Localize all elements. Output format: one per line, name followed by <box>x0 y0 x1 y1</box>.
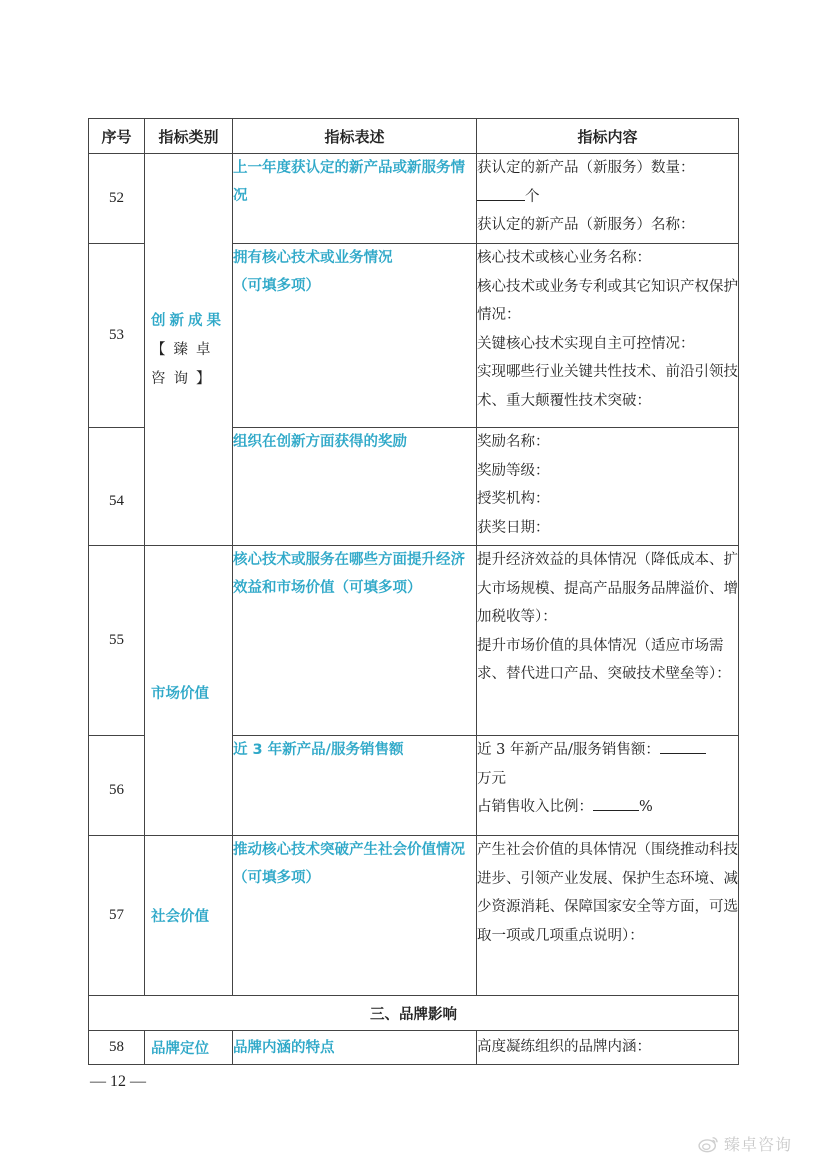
content-cell <box>477 546 739 736</box>
category-watermark-text: 【臻卓咨询】 <box>151 342 219 387</box>
header-content: 指标内容 <box>477 119 739 154</box>
content-line: 授奖机构： <box>477 491 550 507</box>
description-cell: 推动核心技术突破产生社会价值情况（可填多项） <box>233 836 477 996</box>
section-row <box>89 996 739 1031</box>
content-cell <box>477 428 739 546</box>
content-line: 获认定的新产品（新服务）数量： <box>477 160 695 176</box>
category-label: 品牌定位 <box>151 1041 209 1057</box>
section-title: 三、品牌影响 <box>89 996 739 1031</box>
page-number: — 12 — <box>90 1073 146 1090</box>
content-line: 实现哪些行业关键共性技术、前沿引领技术、重大颠覆性技术突破： <box>477 364 738 409</box>
category-label: 市场价值 <box>151 686 209 702</box>
row-number: 52 <box>89 154 145 244</box>
content-line: 万元 <box>477 770 506 787</box>
table-row <box>89 154 739 244</box>
description-cell: 近 3 年新产品/服务销售额 <box>233 736 477 836</box>
category-market <box>145 546 233 836</box>
content-cell <box>477 154 739 244</box>
category-innovation <box>145 154 233 546</box>
content-text: 近 3 年新产品/服务销售额： <box>477 742 660 758</box>
table-row <box>89 546 739 736</box>
unit-text: % <box>639 799 653 815</box>
category-label: 创新成果 <box>151 313 225 329</box>
fill-blank[interactable] <box>593 794 639 811</box>
content-cell: 高度凝练组织的品牌内涵： <box>477 1031 739 1065</box>
description-line: 拥有核心技术或业务情况 <box>233 250 393 266</box>
content-cell <box>477 736 739 836</box>
row-number: 55 <box>89 546 145 736</box>
header-category: 指标类别 <box>145 119 233 154</box>
content-cell: 产生社会价值的具体情况（围绕推动科技进步、引领产业发展、保护生态环境、减少资源消耗、保障国家安全等方面，可选取一项或几项重点说明）： <box>477 836 739 996</box>
content-line <box>477 793 738 822</box>
row-number: 56 <box>89 736 145 836</box>
description-cell: 组织在创新方面获得的奖励 <box>233 428 477 546</box>
category-social <box>145 836 233 996</box>
content-cell <box>477 244 739 428</box>
content-line <box>477 736 738 765</box>
table-row <box>89 1031 739 1065</box>
fill-blank[interactable] <box>477 184 525 201</box>
row-number: 53 <box>89 244 145 428</box>
indicator-table <box>88 118 739 1065</box>
description-cell: 品牌内涵的特点 <box>233 1031 477 1065</box>
header-no: 序号 <box>89 119 145 154</box>
content-line: 奖励名称： <box>477 434 550 450</box>
watermark-text: 臻卓咨询 <box>724 1135 793 1154</box>
description-line: （可填多项） <box>233 278 320 294</box>
content-line: 核心技术或业务专利或其它知识产权保护情况： <box>477 278 738 323</box>
description-cell: 核心技术或服务在哪些方面提升经济效益和市场价值（可填多项） <box>233 546 477 736</box>
unit-text: 个 <box>525 188 540 205</box>
watermark <box>698 1132 792 1155</box>
header-description: 指标表述 <box>233 119 477 154</box>
description-cell <box>233 244 477 428</box>
table-row <box>89 836 739 996</box>
content-line: 核心技术或核心业务名称： <box>477 250 651 266</box>
table-header-row <box>89 119 739 154</box>
content-line: 奖励等级： <box>477 462 550 479</box>
row-number: 57 <box>89 836 145 996</box>
content-line: 提升市场价值的具体情况（适应市场需求、替代进口产品、突破技术壁垒等）： <box>477 637 731 682</box>
row-number: 54 <box>89 428 145 546</box>
category-label: 社会价值 <box>151 909 209 925</box>
content-line <box>477 183 738 212</box>
row-number: 58 <box>89 1031 145 1065</box>
description-cell: 上一年度获认定的新产品或新服务情况 <box>233 154 477 244</box>
content-line: 获奖日期： <box>477 519 550 536</box>
content-line: 提升经济效益的具体情况（降低成本、扩大市场规模、提高产品服务品牌溢价、增加税收等）： <box>477 552 738 625</box>
content-text: 占销售收入比例： <box>477 799 593 815</box>
fill-blank[interactable] <box>660 737 706 754</box>
content-line: 获认定的新产品（新服务）名称： <box>477 217 695 233</box>
weibo-icon <box>698 1135 720 1153</box>
category-brand-position <box>145 1031 233 1065</box>
content-line: 关键核心技术实现自主可控情况： <box>477 335 695 352</box>
